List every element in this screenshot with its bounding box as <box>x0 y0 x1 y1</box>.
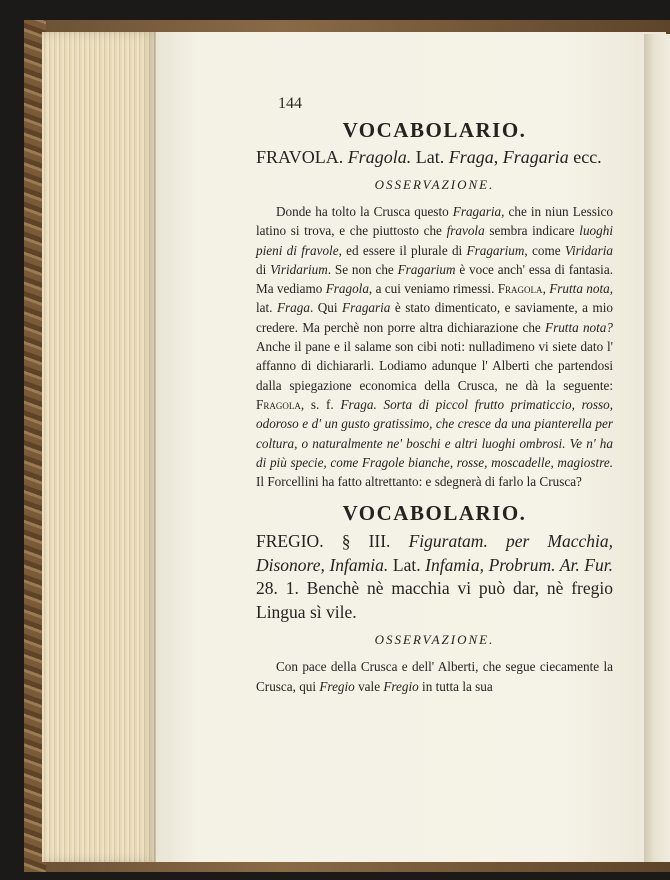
text-run: Fregio <box>319 678 355 694</box>
entry-text: Lat. <box>415 147 445 167</box>
text-run: Fragaria <box>452 204 502 219</box>
page-text <box>256 96 613 696</box>
text-run: Anche il pane e il salame son cibi noti: nulladimeno vi siete dato l' affanno di dichiararli. Lodiamo adunque l' Alberti che partendosi dalla spiegazione economica della Crusca, ne dà la seguente: <box>256 339 613 393</box>
text-run: Con pace della Crusca e dell' Alberti, che segue ciecamente la Crusca, qui <box>256 659 613 694</box>
text-run: Frutta nota? <box>545 319 613 335</box>
text-run: vale <box>354 678 384 694</box>
text-run: Fragola <box>256 396 301 412</box>
text-run: , a cui veniamo rimessi. <box>368 281 498 297</box>
paragraph-1 <box>256 202 613 491</box>
page-number: 144 <box>278 95 302 112</box>
osservazione-heading-2: OSSERVAZIONE. <box>374 632 495 648</box>
text-run: di <box>256 261 271 277</box>
text-run: FREGIO. § III. <box>256 531 409 552</box>
text-run: sembra indicare <box>484 223 580 239</box>
text-run: , ed essere il plurale di <box>338 242 467 258</box>
text-run: Figuratam. per Macchia, Disonore, Infamia. <box>256 531 613 575</box>
text-run: , s. f. <box>300 396 341 412</box>
text-run: è stato dimenticato, e saviamente, a mio credere. Ma perchè non porre altra dichiarazione che <box>256 300 614 335</box>
text-run: Fragola <box>497 281 543 297</box>
text-run: Fragola <box>325 281 369 297</box>
entry-text: Fragola. <box>347 147 412 167</box>
text-run: Infamia, Probrum. Ar. Fur. <box>425 554 613 575</box>
entry-text: Fragaria <box>502 147 569 167</box>
facing-page-edge <box>644 34 670 862</box>
entry-text: , <box>493 147 499 167</box>
paragraph-2 <box>256 657 613 696</box>
text-run: , lat. <box>256 281 614 316</box>
heading-vocabolario-1: VOCABOLARIO. <box>342 118 527 142</box>
text-run: fravola <box>446 223 485 239</box>
text-run: . Se non che <box>327 261 398 277</box>
text-run: Fraga <box>276 300 310 316</box>
text-run: Viridaria <box>564 242 613 258</box>
text-run: , come <box>524 242 565 258</box>
heading-vocabolario-2: VOCABOLARIO. <box>342 501 527 526</box>
entry-fravola <box>256 146 613 168</box>
text-run: Frutta nota <box>549 281 610 297</box>
page-edges <box>42 32 156 862</box>
text-run: Viridarium <box>270 261 328 277</box>
text-run: luoghi pieni di fravole <box>256 223 613 258</box>
text-run: Donde ha tolto la Crusca questo <box>276 204 453 219</box>
entry-text: ecc. <box>573 147 602 167</box>
text-run: Fragarium <box>466 242 525 258</box>
text-run: 28. 1. Benchè nè macchia vi può dar, nè fregio Lingua sì vile. <box>256 578 613 622</box>
text-run: Fregio <box>383 678 419 694</box>
entry-fregio <box>256 530 613 624</box>
entry-headword: FRAVOLA. <box>256 147 344 167</box>
text-run: Il Forcellini ha fatto altrettanto: e sdegnerà di farlo la Crusca? <box>256 474 582 490</box>
text-run: Fragarium <box>397 261 456 277</box>
text-run: è voce anch' essa di fantasia. Ma vediamo <box>256 261 613 297</box>
text-run: . Qui <box>309 300 343 316</box>
text-run: Fragaria <box>342 300 391 316</box>
text-run: , che in niun Lessico latino si trova, e che piuttosto che <box>256 204 613 239</box>
text-run: Fraga. Sorta di piccol frutto primaticcio, rosso, odoroso e d' un gusto gratissimo, che cresce da una pianterella per coltura, o naturalmente ne' boschi e altri luoghi ombrosi. Ve n' ha di più specie, come Fragole bianche, rosse, moscadelle, magiostre. <box>256 396 613 470</box>
osservazione-heading-1: OSSERVAZIONE. <box>374 177 495 192</box>
text-run: , <box>542 281 550 297</box>
entry-text: Fraga <box>448 147 494 167</box>
text-run: Lat. <box>388 554 426 575</box>
text-run: in tutta la sua <box>418 678 493 694</box>
